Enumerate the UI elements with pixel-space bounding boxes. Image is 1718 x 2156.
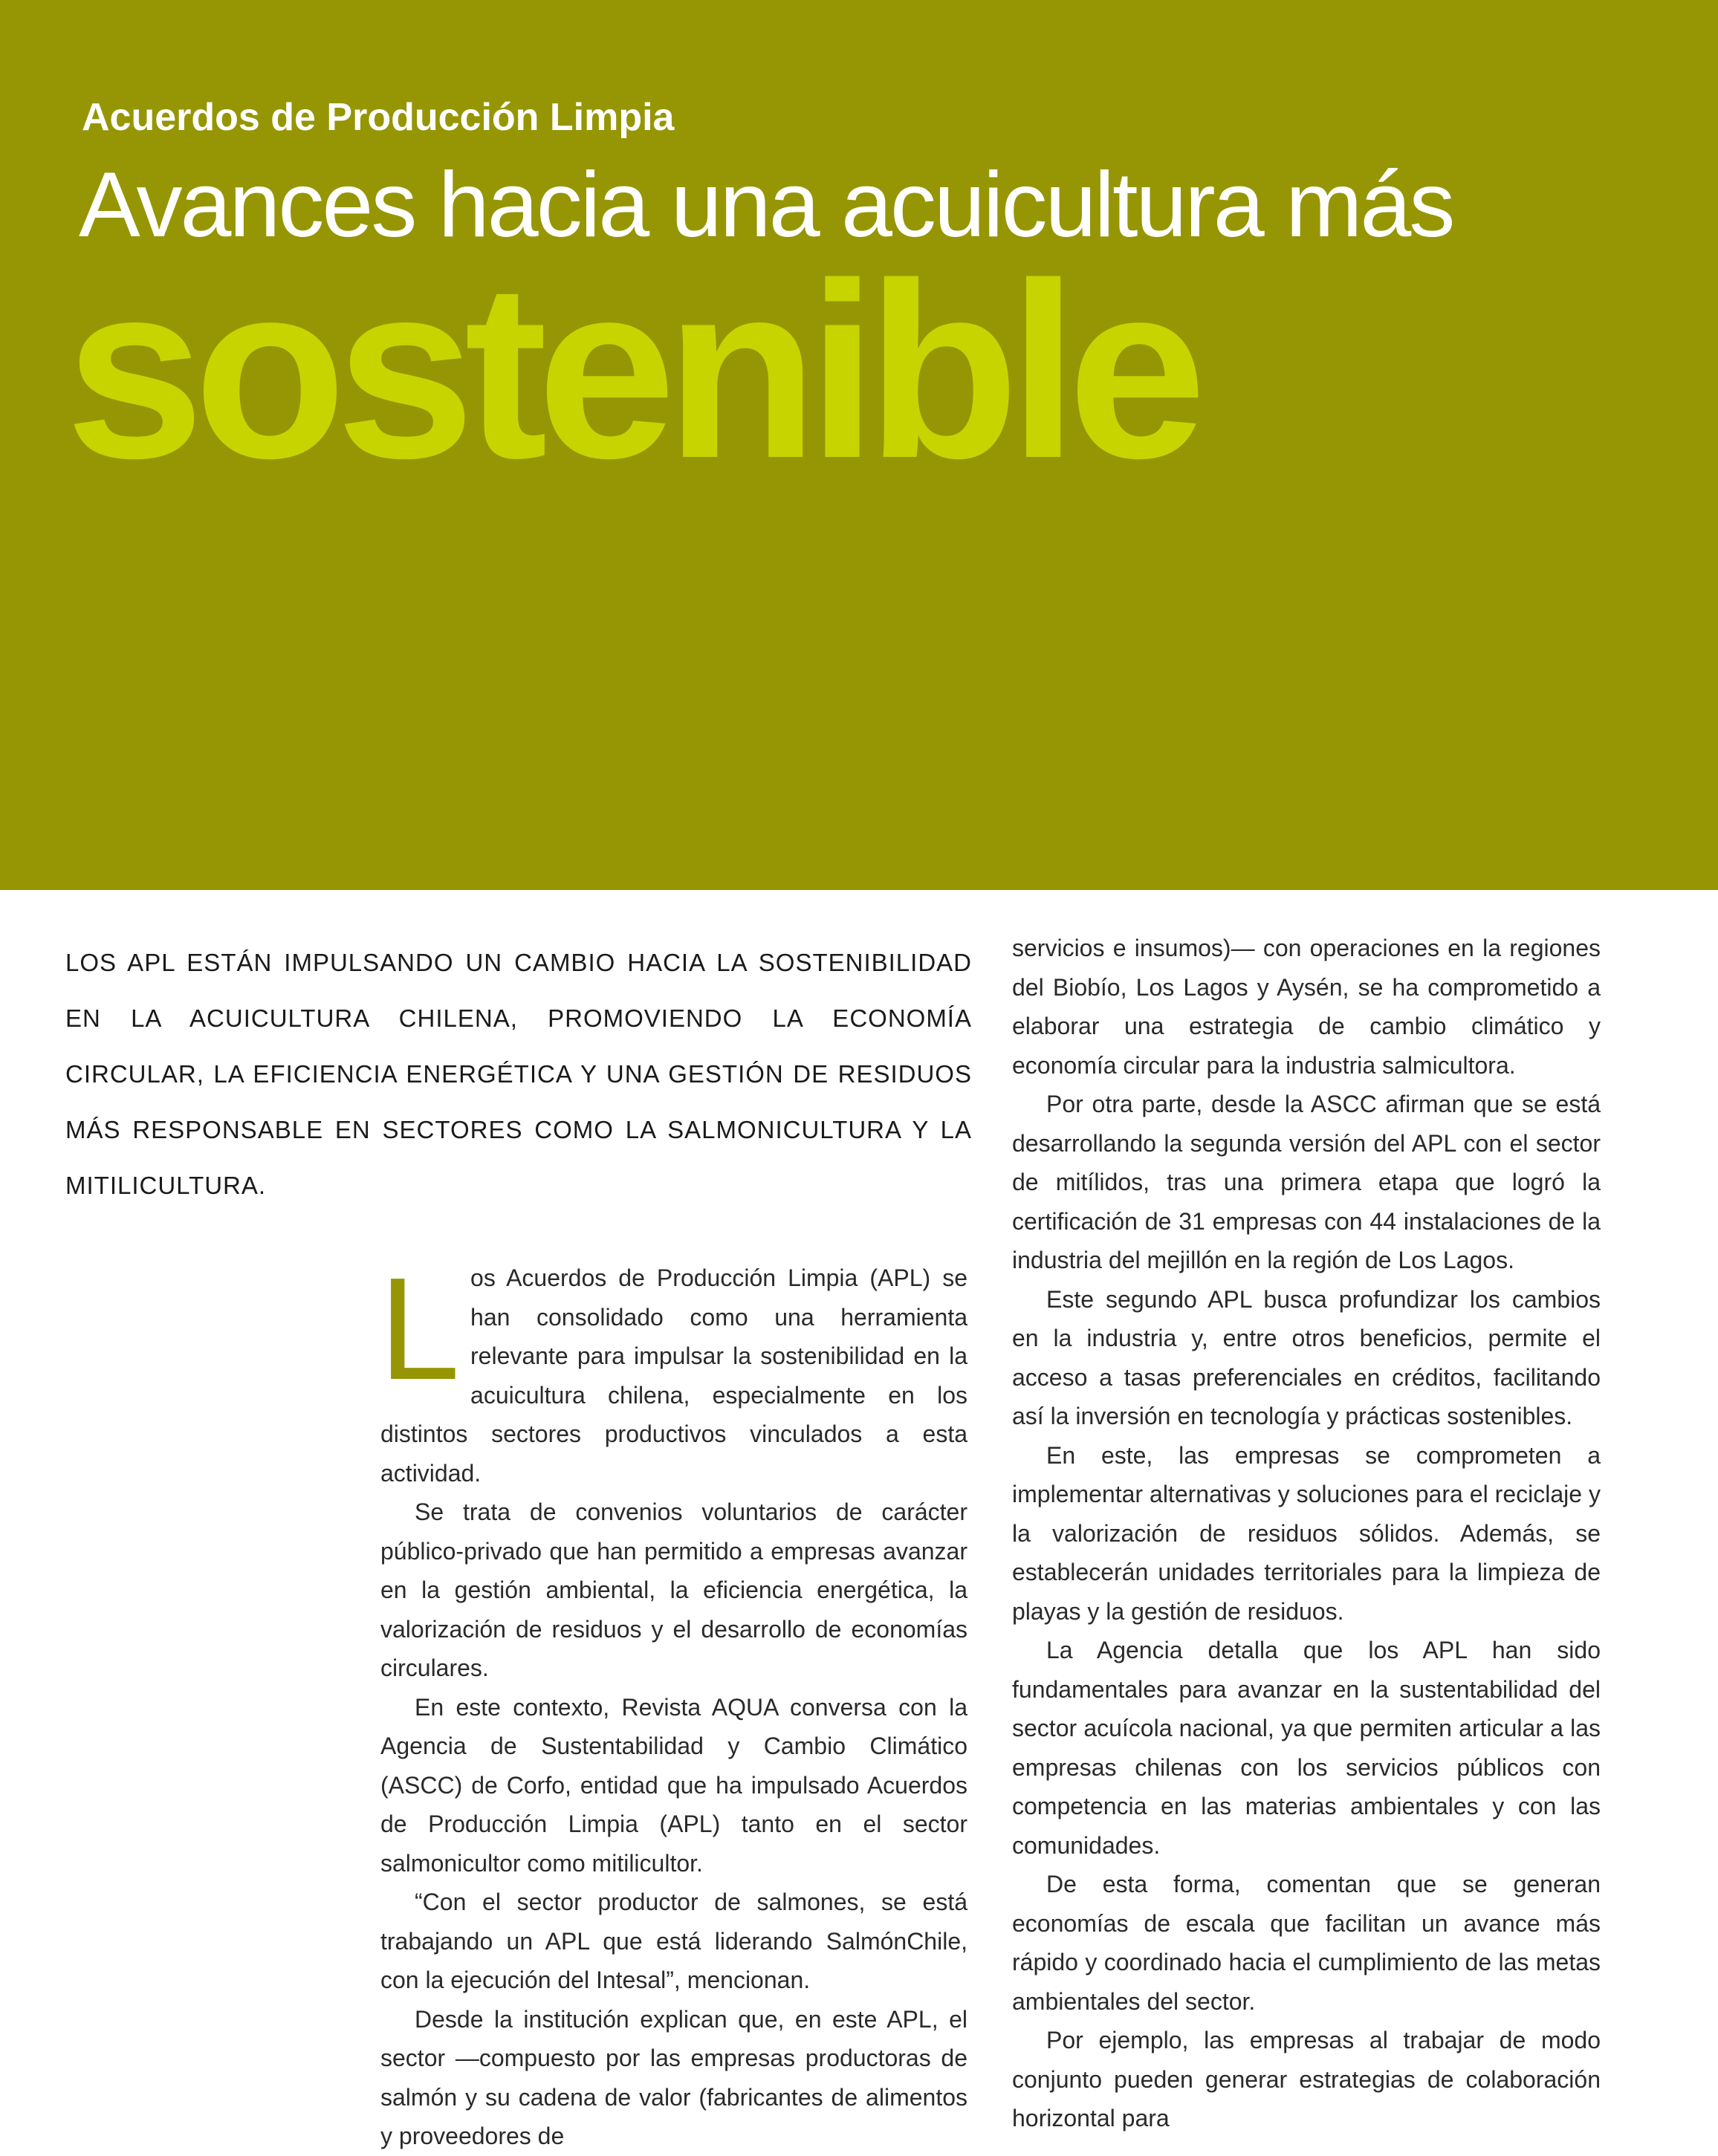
- paragraph: “Con el sector productor de salmones, se está trabajando un APL que está liderando SalmónChile, con la ejecución del Intesal”, mencionan.: [380, 1889, 967, 1993]
- paragraph: servicios e insumos)— con operaciones en la regiones del Biobío, Los Lagos y Aysén, se ha comprometido a elaborar una estrategia de cambio climático y economía circular para la industria salmicultora.: [1012, 935, 1601, 1079]
- paragraph: Se trata de convenios voluntarios de carácter público-privado que han permitido a empresas avanzar en la gestión ambiental, la eficiencia energética, la valorización de residuos y el desarrollo de economías circulares.: [380, 1499, 967, 1681]
- paragraph: Desde la institución explican que, en este APL, el sector —compuesto por las empresas productoras de salmón y su cadena de valor (fabricantes de alimentos y proveedores de: [380, 2005, 967, 2149]
- paragraph: Por otra parte, desde la ASCC afirman que se está desarrollando la segunda versión del APL con el sector de mitílidos, tras una primera etapa que logró la certificación de 31 empresas con 44 instalaciones de la industria del mejillón en la región de Los Lagos.: [1012, 1091, 1601, 1273]
- paragraph: En este, las empresas se comprometen a implementar alternativas y soluciones para el reciclaje y la valorización de residuos sólidos. Además, se establecerán unidades territoriales para la limpieza de playas y la gestión de residuos.: [1012, 1441, 1601, 1625]
- headline-emphasis: sostenible: [65, 232, 1196, 510]
- headline-line: Avances hacia una acuicultura más: [79, 154, 1453, 256]
- drop-cap: L: [379, 1247, 461, 1410]
- paragraph: De esta forma, comentan que se generan economías de escala que facilitan un avance más rápido y coordinado hacia el cumplimiento de las metas ambientales del sector.: [1012, 1871, 1601, 2015]
- paragraph: Este segundo APL busca profundizar los cambios en la industria y, entre otros beneficios, permite el acceso a tasas preferenciales en créditos, facilitando así la inversión en tecnología y prácticas sostenibles.: [1012, 1285, 1601, 1429]
- article-column-left: [379, 1247, 967, 2156]
- paragraph: La Agencia detalla que los APL han sido fundamentales para avanzar en la sustentabilidad del sector acuícola nacional, ya que permiten articular a las empresas chilenas con los servicios públicos con competencia en las materias ambientales y con las comunidades.: [1012, 1637, 1601, 1859]
- header-band: [0, 0, 1718, 890]
- article-column-right: [1012, 929, 1601, 2138]
- lead-paragraph: LOS APL ESTÁN IMPULSANDO UN CAMBIO HACIA LA SOSTENIBILIDAD EN LA ACUICULTURA CHILENA, PROMOVIENDO LA ECONOMÍA CIRCULAR, LA EFICIENCIA ENERGÉTICA Y UNA GESTIÓN DE RESIDUOS MÁS RESPONSABLE EN SECTORES COMO LA SALMONICULTURA Y LA MITILICULTURA.: [65, 949, 972, 1199]
- section-kicker: Acuerdos de Producción Limpia: [82, 96, 675, 139]
- paragraph: En este contexto, Revista AQUA conversa con la Agencia de Sustentabilidad y Cambio Climático (ASCC) de Corfo, entidad que ha impulsado Acuerdos de Producción Limpia (APL) tanto en el sector salmonicultor como mitilicultor.: [380, 1693, 967, 1877]
- paragraph: os Acuerdos de Producción Limpia (APL) se han consolidado como una herramienta relevante para impulsar la sostenibilidad en la acuicultura chilena, especialmente en los distintos sectores productivos vinculados a esta actividad.: [380, 1264, 967, 1487]
- paragraph: Por ejemplo, las empresas al trabajar de modo conjunto pueden generar estrategias de colaboración horizontal para: [1012, 2027, 1601, 2131]
